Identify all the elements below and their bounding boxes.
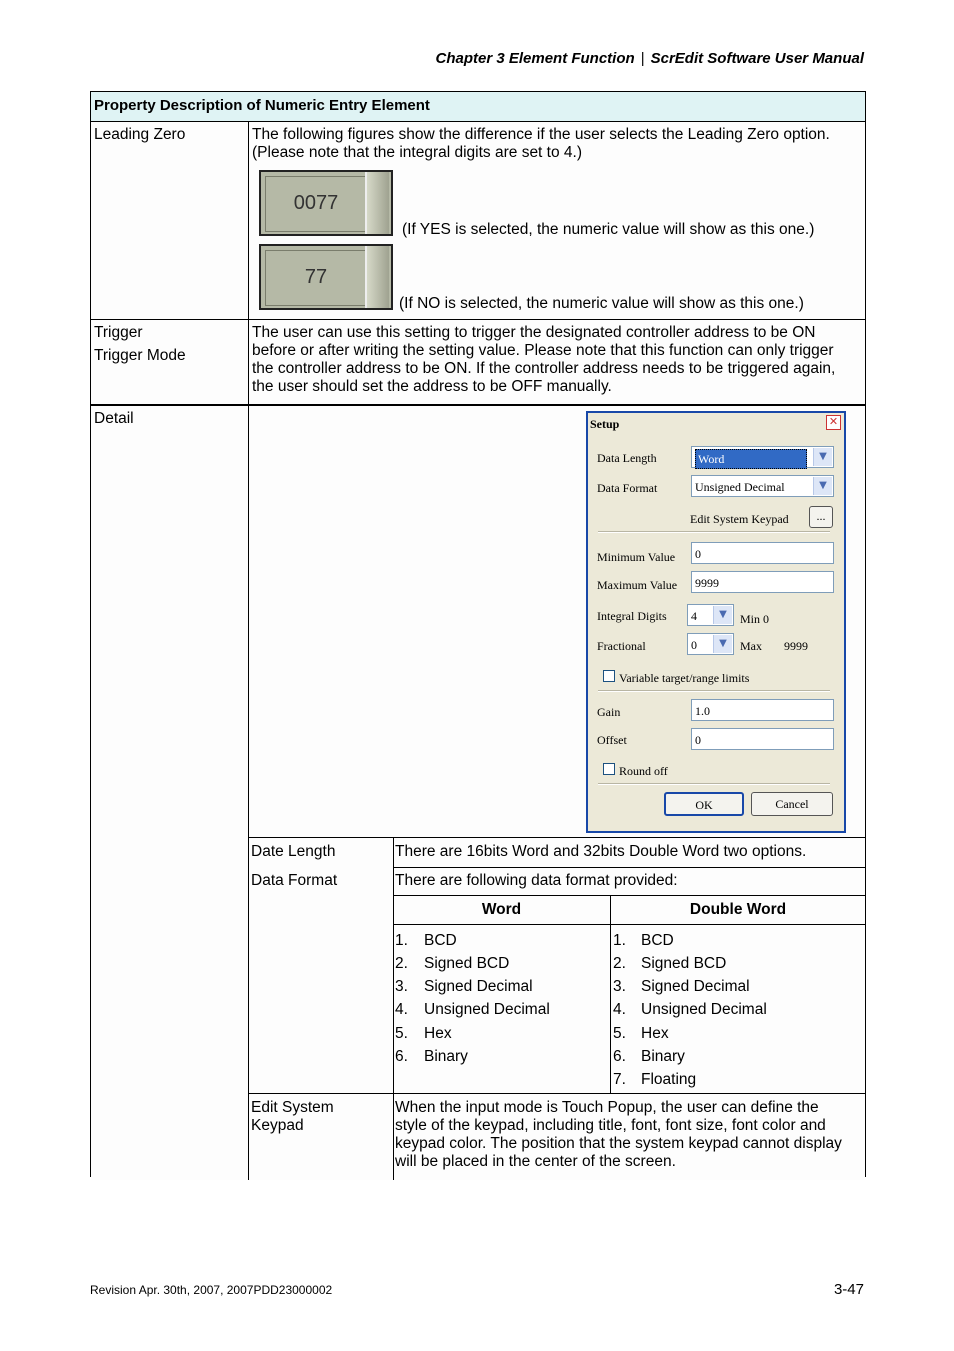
row-leading-zero bbox=[91, 121, 865, 319]
list-item: Hex bbox=[424, 1025, 452, 1042]
divider bbox=[598, 690, 830, 692]
row-trigger bbox=[91, 319, 865, 404]
dword-header: Double Word bbox=[689, 901, 787, 918]
sub-column-divider bbox=[610, 895, 611, 1093]
numeric-display-bevel bbox=[365, 172, 389, 234]
data-format-desc: There are following data format provided: bbox=[395, 872, 678, 889]
round-off-checkbox[interactable] bbox=[603, 763, 615, 775]
list-item: Signed Decimal bbox=[641, 978, 750, 995]
sub-divider bbox=[249, 837, 866, 838]
numeric-display-no-value: 77 bbox=[265, 250, 367, 306]
list-item: BCD bbox=[641, 932, 674, 949]
edit-keypad-button[interactable]: ... bbox=[809, 506, 833, 528]
fractional-label: Fractional bbox=[597, 639, 646, 653]
list-number: 3. bbox=[395, 978, 408, 995]
detail-content bbox=[249, 406, 865, 1180]
data-length-value: Word bbox=[695, 449, 807, 469]
list-number: 3. bbox=[613, 978, 626, 995]
numeric-display-yes-value: 0077 bbox=[265, 176, 367, 232]
list-number: 5. bbox=[613, 1025, 626, 1042]
keypad-desc-line: When the input mode is Touch Popup, the user can define the bbox=[395, 1099, 819, 1116]
leading-zero-desc-line2: (Please note that the integral digits are set to 4.) bbox=[252, 144, 582, 161]
word-header: Word bbox=[481, 901, 522, 918]
integral-digits-label: Integral Digits bbox=[597, 609, 667, 623]
divider bbox=[598, 531, 830, 533]
list-number: 7. bbox=[613, 1071, 626, 1088]
yes-caption: (If YES is selected, the numeric value will show as this one.) bbox=[402, 221, 815, 238]
keypad-label-1: Edit System bbox=[251, 1099, 334, 1116]
list-item: Unsigned Decimal bbox=[641, 1001, 767, 1018]
list-item: Binary bbox=[424, 1048, 468, 1065]
leading-zero-desc-line1: The following figures show the difference if the user selects the Leading Zero option. bbox=[252, 126, 830, 143]
list-item: Hex bbox=[641, 1025, 669, 1042]
trigger-label-1: Trigger bbox=[94, 324, 143, 341]
integral-digits-value: 4 bbox=[691, 609, 697, 623]
chevron-down-icon[interactable]: ▼ bbox=[813, 477, 832, 495]
page-header bbox=[435, 50, 864, 67]
list-number: 2. bbox=[613, 955, 626, 972]
list-item: Signed Decimal bbox=[424, 978, 533, 995]
chapter-title: Chapter 3 Element Function bbox=[435, 50, 635, 67]
max-value-label: Maximum Value bbox=[597, 578, 678, 592]
data-format-label: Data Format bbox=[597, 481, 658, 495]
round-off-label: Round off bbox=[619, 764, 668, 778]
list-item: BCD bbox=[424, 932, 457, 949]
setup-dialog bbox=[586, 411, 846, 833]
close-icon[interactable]: ✕ bbox=[826, 415, 841, 430]
footer-revision: Revision Apr. 30th, 2007, 2007PDD23000002 bbox=[90, 1283, 333, 1297]
date-length-desc: There are 16bits Word and 32bits Double Word two options. bbox=[395, 843, 807, 860]
list-number: 1. bbox=[395, 932, 408, 949]
list-item: Signed BCD bbox=[424, 955, 510, 972]
list-item: Unsigned Decimal bbox=[424, 1001, 550, 1018]
cancel-button[interactable]: Cancel bbox=[751, 792, 833, 816]
min-text: Min 0 bbox=[740, 612, 770, 626]
leading-zero-desc bbox=[249, 122, 865, 319]
list-item: Signed BCD bbox=[641, 955, 727, 972]
data-length-label: Data Length bbox=[597, 451, 657, 465]
keypad-desc-line: style of the keypad, including title, font, font size, font color and bbox=[395, 1117, 826, 1134]
trigger-desc-line: The user can use this setting to trigger the designated controller address to be ON bbox=[252, 324, 816, 341]
sub-divider bbox=[393, 895, 866, 896]
variable-checkbox[interactable] bbox=[603, 670, 615, 682]
trigger-desc-line: the user should set the address to be OFF manually. bbox=[252, 378, 612, 395]
chevron-down-icon[interactable]: ▼ bbox=[713, 635, 732, 653]
variable-label: Variable target/range limits bbox=[619, 671, 750, 685]
numeric-display-yes bbox=[259, 170, 393, 236]
list-number: 4. bbox=[613, 1001, 626, 1018]
offset-input[interactable]: 0 bbox=[691, 728, 834, 750]
max-number: 9999 bbox=[784, 639, 808, 653]
integral-digits-select[interactable] bbox=[687, 604, 734, 626]
chevron-down-icon[interactable]: ▼ bbox=[713, 606, 732, 624]
divider bbox=[598, 783, 830, 785]
trigger-label-2: Trigger Mode bbox=[94, 347, 186, 364]
max-text: Max bbox=[740, 639, 762, 653]
chevron-down-icon[interactable]: ▼ bbox=[813, 448, 832, 466]
data-format-value: Unsigned Decimal bbox=[695, 480, 785, 494]
keypad-label-2: Keypad bbox=[251, 1117, 304, 1134]
list-number: 6. bbox=[395, 1048, 408, 1065]
trigger-desc-line: the controller address to be ON. If the controller address needs to be triggered again, bbox=[252, 360, 836, 377]
list-number: 2. bbox=[395, 955, 408, 972]
numeric-display-no bbox=[259, 244, 393, 310]
ok-button[interactable]: OK bbox=[664, 792, 744, 816]
min-value-input[interactable]: 0 bbox=[691, 542, 834, 564]
fractional-select[interactable] bbox=[687, 633, 734, 655]
keypad-desc-line: will be placed in the center of the screen. bbox=[395, 1153, 676, 1170]
manual-title: ScrEdit Software User Manual bbox=[650, 50, 864, 67]
min-value-label: Minimum Value bbox=[597, 550, 676, 564]
trigger-desc bbox=[249, 320, 865, 404]
data-format-label: Data Format bbox=[251, 872, 338, 889]
leading-zero-label: Leading Zero bbox=[91, 122, 249, 319]
page-number: 3-47 bbox=[833, 1281, 864, 1298]
dialog-title: Setup bbox=[588, 413, 844, 432]
list-item: Floating bbox=[641, 1071, 697, 1088]
edit-keypad-label: Edit System Keypad bbox=[690, 512, 789, 526]
gain-label: Gain bbox=[597, 705, 621, 719]
gain-input[interactable]: 1.0 bbox=[691, 699, 834, 721]
row-detail bbox=[91, 404, 865, 1180]
list-item: Binary bbox=[641, 1048, 685, 1065]
trigger-label bbox=[91, 320, 249, 404]
list-number: 5. bbox=[395, 1025, 408, 1042]
list-number: 6. bbox=[613, 1048, 626, 1065]
property-table bbox=[90, 91, 866, 1177]
max-value-input[interactable]: 9999 bbox=[691, 571, 834, 593]
numeric-display-bevel bbox=[365, 246, 389, 308]
trigger-desc-line: before or after writing the setting value. Please note that this function can only trigger bbox=[252, 342, 834, 359]
list-number: 4. bbox=[395, 1001, 408, 1018]
detail-label: Detail bbox=[91, 406, 249, 1180]
data-format-select[interactable] bbox=[691, 475, 834, 497]
data-length-select[interactable] bbox=[691, 446, 834, 468]
date-length-label: Date Length bbox=[251, 843, 336, 860]
table-title: Property Description of Numeric Entry Element bbox=[91, 92, 865, 121]
offset-label: Offset bbox=[597, 733, 627, 747]
no-caption: (If NO is selected, the numeric value will show as this one.) bbox=[399, 295, 804, 312]
keypad-label bbox=[249, 1095, 336, 1139]
sub-divider bbox=[393, 924, 866, 925]
keypad-desc-line: keypad color. The position that the system keypad cannot display bbox=[395, 1135, 842, 1152]
list-number: 1. bbox=[613, 932, 626, 949]
fractional-value: 0 bbox=[691, 638, 697, 652]
keypad-desc bbox=[393, 1095, 866, 1175]
sub-divider bbox=[249, 1093, 866, 1094]
header-separator: | bbox=[640, 50, 645, 67]
